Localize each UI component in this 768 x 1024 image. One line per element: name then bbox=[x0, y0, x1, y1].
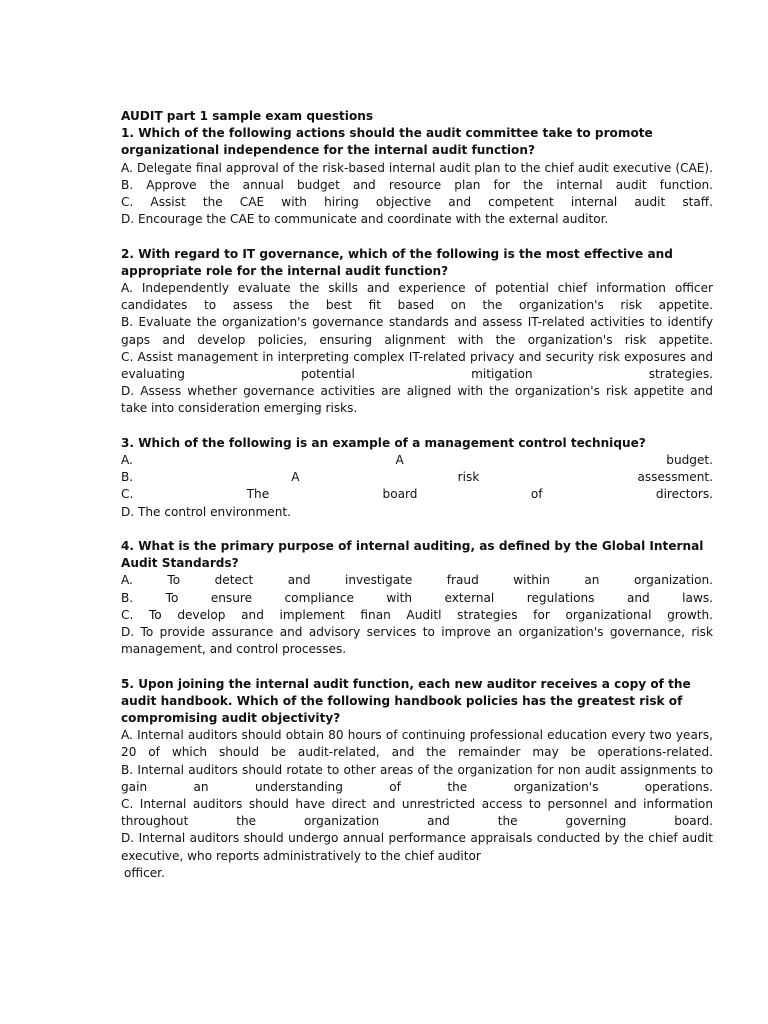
document-page bbox=[121, 108, 713, 899]
question-3 bbox=[121, 435, 713, 521]
option-b: B. Internal auditors should rotate to other areas of the organization for non audit assignments to gain an understanding of the organization's operations. bbox=[121, 762, 713, 794]
option-c: C. Assist the CAE with hiring objective and competent internal audit staff. bbox=[121, 195, 713, 210]
question-text: 2. With regard to IT governance, which of the following is the most effective and appropriate role for the internal audit function? bbox=[121, 246, 673, 278]
question-2 bbox=[121, 246, 713, 418]
option-d: D. Assess whether governance activities are aligned with the organization's risk appetite and take into consideration emerging risks. bbox=[121, 384, 713, 416]
question-text: 1. Which of the following actions should the audit committee take to promote organizational independence for the internal audit function? bbox=[121, 126, 653, 158]
question-1 bbox=[121, 125, 713, 228]
option-d-continuation: officer. bbox=[124, 865, 165, 880]
option-a: A. Internal auditors should obtain 80 hours of continuing professional education every two years, 20 of which should be audit-related, and the remainder may be operations-related. bbox=[121, 728, 713, 760]
question-4 bbox=[121, 538, 713, 658]
option-d: D. Encourage the CAE to communicate and coordinate with the external auditor. bbox=[121, 212, 609, 227]
option-d: D. Internal auditors should undergo annual performance appraisals conducted by the chief audit executive, who reports administratively to the chief auditor bbox=[121, 831, 713, 863]
option-c: C. Assist management in interpreting complex IT-related privacy and security risk exposures and evaluating potential mitigation strategies. bbox=[121, 349, 713, 382]
option-b: B. Evaluate the organization's governance standards and assess IT-related activities to identify gaps and develop policies, ensuring alignment with the organization's risk appetite. bbox=[121, 315, 713, 347]
question-text: 5. Upon joining the internal audit function, each new auditor receives a copy of the audit handbook. Which of the following handbook policies has the greatest risk of compromising audit objectivity? bbox=[121, 676, 691, 726]
option-a: A. Independently evaluate the skills and experience of potential chief information officer candidates to assess the best fit based on the organization's risk appetite. bbox=[121, 281, 713, 313]
document-title: AUDIT part 1 sample exam questions bbox=[121, 109, 374, 123]
question-text: 4. What is the primary purpose of internal auditing, as defined by the Global Internal Audit Standards? bbox=[121, 539, 704, 571]
option-a: A. To detect and investigate fraud within an organization. bbox=[121, 573, 713, 588]
question-text: 3. Which of the following is an example of a management control technique? bbox=[121, 435, 646, 450]
option-c: C. Internal auditors should have direct and unrestricted access to personnel and information throughout the organization and the governing board. bbox=[121, 797, 713, 829]
option-b: B. Approve the annual budget and resource plan for the internal audit function. bbox=[121, 177, 713, 192]
option-b: B. A risk assessment. bbox=[121, 470, 713, 485]
option-a: A. Delegate final approval of the risk-based internal audit plan to the chief audit executive (CAE). bbox=[121, 160, 713, 175]
option-b: B. To ensure compliance with external regulations and laws. bbox=[121, 590, 713, 605]
option-d: D. The control environment. bbox=[121, 504, 291, 519]
option-d: D. To provide assurance and advisory services to improve an organization's governance, risk management, and control processes. bbox=[121, 625, 713, 657]
option-a: A. A budget. bbox=[121, 453, 713, 468]
option-c: C. The board of directors. bbox=[121, 487, 713, 502]
option-c: C. To develop and implement finan Auditl strategies for organizational growth. bbox=[121, 607, 713, 622]
question-5 bbox=[121, 676, 713, 882]
